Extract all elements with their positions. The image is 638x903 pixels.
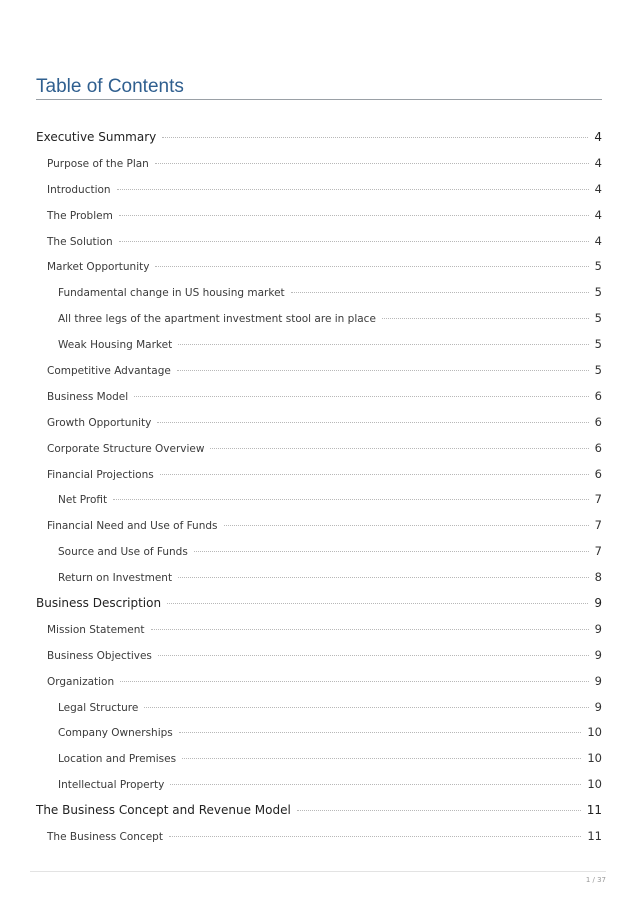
table-of-contents: [36, 130, 602, 855]
dot-leader: [224, 525, 589, 526]
page-title: Table of Contents: [36, 76, 184, 97]
dot-leader: [177, 370, 589, 371]
toc-entry-label[interactable]: All three legs of the apartment investment stool are in place: [58, 313, 376, 326]
toc-entry[interactable]: [36, 285, 602, 311]
toc-entry-label[interactable]: Financial Projections: [47, 468, 154, 481]
toc-entry-label[interactable]: Source and Use of Funds: [58, 546, 188, 559]
dot-leader: [157, 422, 588, 423]
toc-entry[interactable]: [36, 648, 602, 674]
dot-leader: [291, 292, 589, 293]
toc-entry[interactable]: [36, 467, 602, 493]
toc-entry-page-number[interactable]: 10: [587, 725, 602, 740]
toc-entry-page-number[interactable]: 4: [594, 130, 602, 144]
toc-entry-page-number[interactable]: 6: [594, 466, 602, 481]
toc-entry[interactable]: [36, 182, 602, 208]
toc-entry[interactable]: [36, 363, 602, 389]
toc-entry-label[interactable]: Mission Statement: [47, 623, 145, 636]
dot-leader: [151, 629, 589, 630]
toc-entry-label[interactable]: Competitive Advantage: [47, 365, 171, 378]
toc-entry[interactable]: [36, 492, 602, 518]
toc-entry-page-number[interactable]: 5: [594, 337, 602, 352]
toc-entry-label[interactable]: The Solution: [47, 235, 113, 248]
toc-entry[interactable]: [36, 700, 602, 726]
toc-entry-page-number[interactable]: 4: [594, 181, 602, 196]
toc-entry-page-number[interactable]: 7: [594, 518, 602, 533]
toc-entry-page-number[interactable]: 4: [594, 233, 602, 248]
toc-entry[interactable]: [36, 259, 602, 285]
dot-leader: [160, 474, 589, 475]
toc-entry-label[interactable]: Financial Need and Use of Funds: [47, 520, 218, 533]
toc-entry-label[interactable]: Market Opportunity: [47, 261, 150, 274]
toc-entry-page-number[interactable]: 9: [594, 621, 602, 636]
toc-entry[interactable]: [36, 156, 602, 182]
footer-divider: [30, 871, 606, 872]
toc-entry[interactable]: [36, 622, 602, 648]
dot-leader: [194, 551, 589, 552]
dot-leader: [155, 163, 589, 164]
toc-entry-page-number[interactable]: 7: [594, 492, 602, 507]
toc-entry[interactable]: [36, 441, 602, 467]
dot-leader: [162, 137, 588, 138]
toc-entry-label[interactable]: Organization: [47, 675, 115, 688]
dot-leader: [210, 448, 588, 449]
dot-leader: [167, 603, 588, 604]
toc-entry-page-number[interactable]: 6: [594, 388, 602, 403]
dot-leader: [155, 266, 588, 267]
dot-leader: [169, 836, 581, 837]
dot-leader: [158, 655, 589, 656]
toc-entry[interactable]: [36, 208, 602, 234]
toc-entry[interactable]: [36, 777, 602, 803]
toc-entry-label[interactable]: Weak Housing Market: [58, 339, 173, 352]
toc-entry-label[interactable]: Return on Investment: [58, 572, 173, 585]
toc-entry-label[interactable]: Net Profit: [58, 494, 108, 507]
toc-entry[interactable]: [36, 389, 602, 415]
dot-leader: [179, 732, 582, 733]
toc-entry-label[interactable]: Growth Opportunity: [47, 416, 152, 429]
toc-entry[interactable]: [36, 829, 602, 855]
toc-entry-page-number[interactable]: 5: [594, 259, 602, 274]
toc-entry-label[interactable]: The Problem: [47, 209, 113, 222]
dot-leader: [297, 810, 581, 811]
toc-entry-label[interactable]: Intellectual Property: [58, 779, 165, 792]
toc-entry[interactable]: [36, 234, 602, 260]
toc-entry-page-number[interactable]: 11: [587, 829, 602, 844]
toc-entry-label[interactable]: Business Objectives: [47, 649, 152, 662]
toc-entry-page-number[interactable]: 6: [594, 414, 602, 429]
toc-entry-label[interactable]: The Business Concept: [47, 831, 163, 844]
toc-entry-page-number[interactable]: 10: [587, 751, 602, 766]
toc-entry-label[interactable]: Introduction: [47, 183, 111, 196]
toc-entry[interactable]: [36, 518, 602, 544]
toc-entry-page-number[interactable]: 9: [594, 596, 602, 611]
toc-entry-label[interactable]: Corporate Structure Overview: [47, 442, 205, 455]
toc-entry-label[interactable]: Company Ownerships: [58, 727, 173, 740]
toc-entry-label[interactable]: Business Description: [36, 596, 162, 611]
toc-entry-page-number[interactable]: 9: [594, 647, 602, 662]
toc-entry-label[interactable]: The Business Concept and Revenue Model: [36, 803, 291, 818]
dot-leader: [119, 215, 589, 216]
dot-leader: [178, 577, 589, 578]
toc-entry-label[interactable]: Legal Structure: [58, 701, 139, 714]
toc-entry-page-number[interactable]: 6: [594, 440, 602, 455]
toc-entry-label[interactable]: Location and Premises: [58, 753, 177, 766]
title-divider: [36, 99, 602, 100]
toc-entry-page-number[interactable]: 9: [594, 673, 602, 688]
toc-entry-page-number[interactable]: 5: [594, 363, 602, 378]
toc-entry-page-number[interactable]: 9: [594, 699, 602, 714]
toc-entry-page-number[interactable]: 10: [587, 777, 602, 792]
toc-entry[interactable]: [36, 415, 602, 441]
toc-entry[interactable]: [36, 570, 602, 596]
toc-entry[interactable]: [36, 751, 602, 777]
toc-entry-page-number[interactable]: 11: [586, 803, 602, 818]
toc-entry-page-number[interactable]: 4: [594, 155, 602, 170]
toc-entry[interactable]: [36, 596, 602, 622]
dot-leader: [178, 344, 588, 345]
dot-leader: [117, 189, 589, 190]
dot-leader: [113, 499, 589, 500]
toc-entry-page-number[interactable]: 5: [594, 285, 602, 300]
toc-entry-label[interactable]: Business Model: [47, 390, 129, 403]
dot-leader: [120, 681, 589, 682]
toc-entry-label[interactable]: Executive Summary: [36, 130, 157, 144]
toc-entry[interactable]: [36, 803, 602, 829]
toc-entry-page-number[interactable]: 7: [594, 544, 602, 559]
toc-entry[interactable]: [36, 337, 602, 363]
toc-entry-page-number[interactable]: 4: [594, 207, 602, 222]
dot-leader: [170, 784, 581, 785]
toc-entry-page-number[interactable]: 8: [594, 570, 602, 585]
dot-leader: [134, 396, 589, 397]
toc-entry[interactable]: [36, 674, 602, 700]
dot-leader: [382, 318, 589, 319]
toc-entry-page-number[interactable]: 5: [594, 311, 602, 326]
toc-entry[interactable]: [36, 544, 602, 570]
toc-entry-label[interactable]: Fundamental change in US housing market: [58, 287, 285, 300]
dot-leader: [182, 758, 581, 759]
dot-leader: [144, 707, 588, 708]
toc-entry[interactable]: [36, 311, 602, 337]
dot-leader: [119, 241, 589, 242]
toc-entry[interactable]: [36, 725, 602, 751]
toc-entry[interactable]: [36, 130, 602, 156]
toc-entry-label[interactable]: Purpose of the Plan: [47, 157, 149, 170]
page-indicator: 1 / 37: [585, 876, 606, 884]
